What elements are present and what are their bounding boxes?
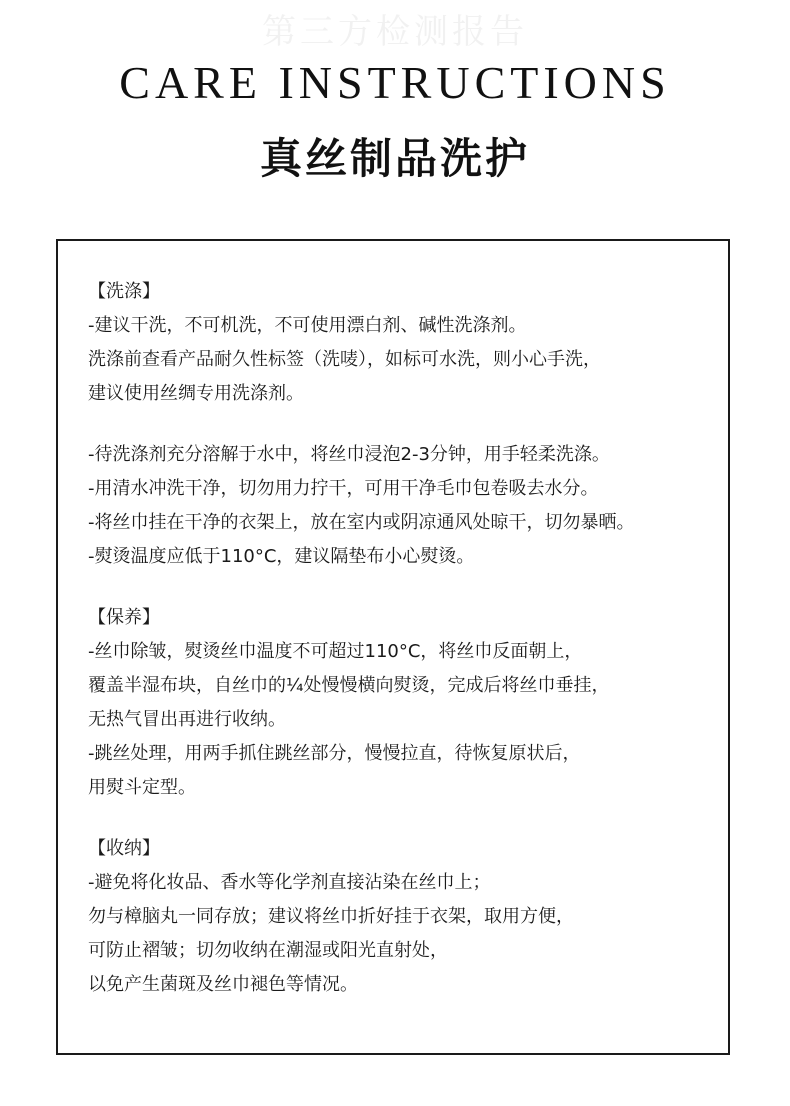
watermark-title: 第三方检测报告 [262, 12, 528, 52]
text-line: 可防止褶皱；切勿收纳在潮湿或阳光直射处， [88, 940, 448, 961]
text-line: -用清水冲洗干净，切勿用力拧干，可用干净毛巾包卷吸去水分。 [88, 478, 599, 499]
text-line: -跳丝处理，用两手抓住跳丝部分，慢慢拉直，待恢复原状后， [88, 743, 581, 764]
text-line: 【保养】 [88, 607, 160, 628]
text-line: 洗涤前查看产品耐久性标签（洗唛），如标可水洗，则小心手洗， [88, 349, 601, 370]
washing-steps-section [88, 438, 728, 574]
text-line: 勿与樟脑丸一同存放；建议将丝巾折好挂于衣架，取用方便， [88, 906, 574, 927]
text-line: 【收纳】 [88, 838, 160, 859]
page-title-chinese: 真丝制品洗护 [259, 134, 530, 183]
text-line: 用熨斗定型。 [88, 777, 196, 798]
text-line: -建议干洗，不可机洗，不可使用漂白剂、碱性洗涤剂。 [88, 315, 527, 336]
page-title-english: CARE INSTRUCTIONS [119, 57, 671, 108]
text-line: -将丝巾挂在干净的衣架上，放在室内或阴凉通风处晾干，切勿暴晒。 [88, 512, 635, 533]
maintenance-section [88, 601, 728, 805]
storage-section [88, 832, 728, 1002]
text-line: -丝巾除皱，熨烫丝巾温度不可超过110°C，将丝巾反面朝上， [88, 641, 583, 662]
care-instructions-box [56, 239, 730, 1055]
text-line: 无热气冒出再进行收纳。 [88, 709, 286, 730]
text-line: 【洗涤】 [88, 281, 160, 302]
text-line: 覆盖半湿布块，自丝巾的¼处慢慢横向熨烫，完成后将丝巾垂挂， [88, 675, 610, 696]
text-line: -熨烫温度应低于110°C，建议隔垫布小心熨烫。 [88, 546, 475, 567]
text-line: -避免将化妆品、香水等化学剂直接沾染在丝巾上； [88, 872, 491, 893]
text-line: 以免产生菌斑及丝巾褪色等情况。 [88, 974, 358, 995]
text-line: -待洗涤剂充分溶解于水中，将丝巾浸泡2-3分钟，用手轻柔洗涤。 [88, 444, 610, 465]
washing-section [88, 275, 728, 411]
text-line: 建议使用丝绸专用洗涤剂。 [88, 383, 304, 404]
